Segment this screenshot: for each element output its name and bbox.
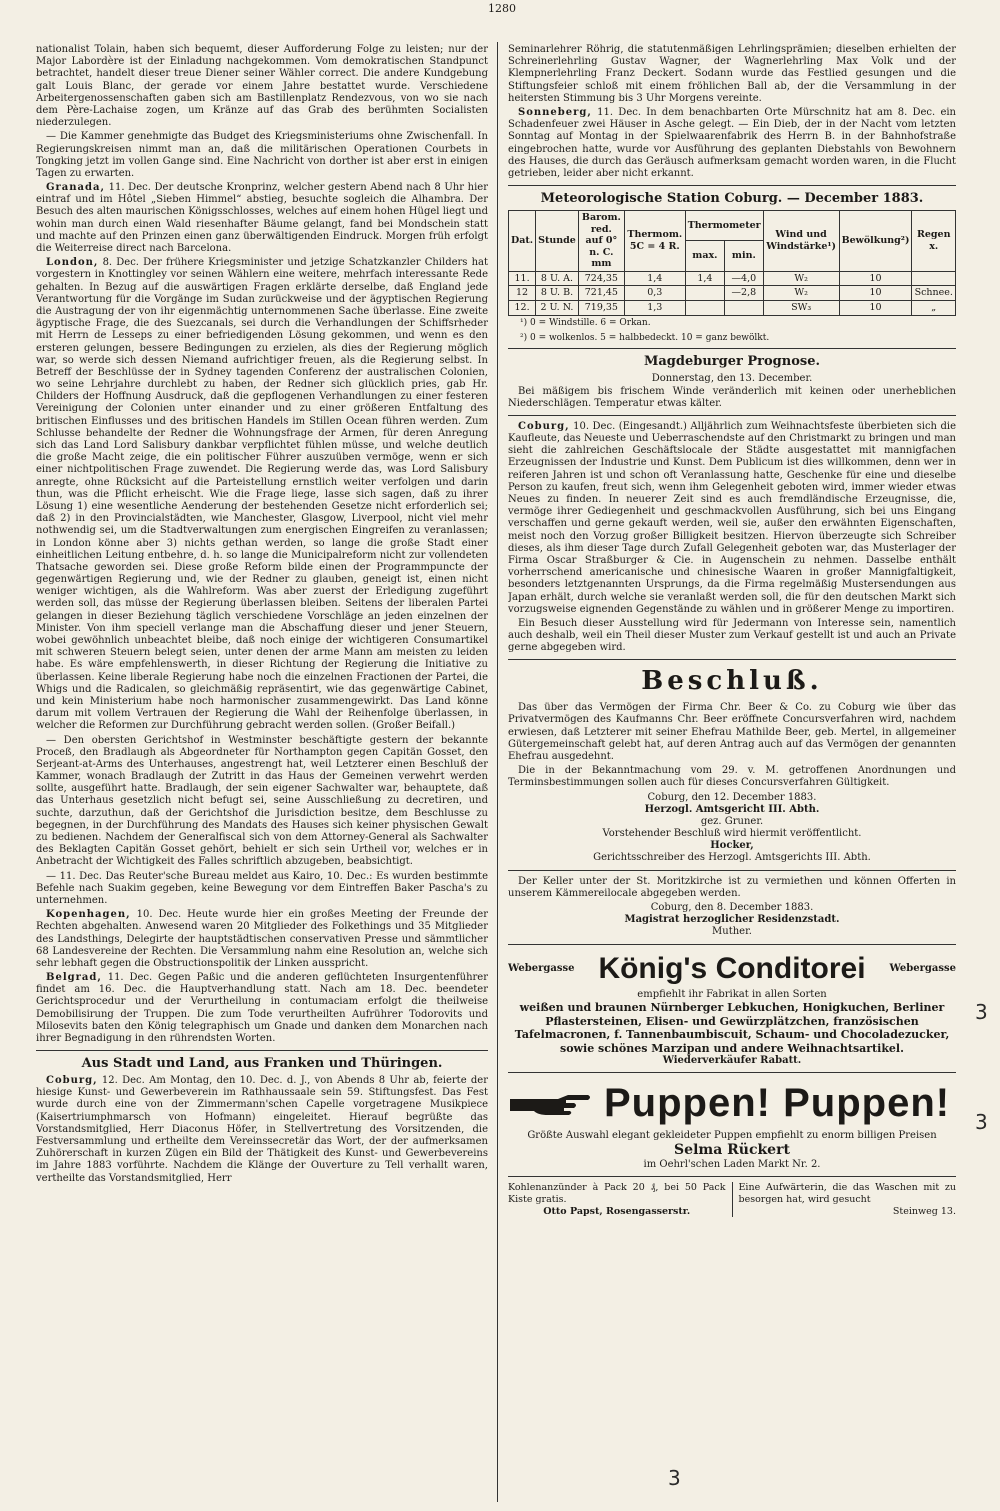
table-row <box>509 286 956 301</box>
konig-street-right: Webergasse <box>889 962 956 974</box>
aufwaerterin-text: Eine Aufwärterin, die das Waschen mit zu besorgen hat, wird gesucht <box>738 1182 956 1205</box>
dateline: Granada, <box>46 182 105 194</box>
reuter-report: — 11. Dec. Das Reuter'sche Bureau meldet aus Kairo, 10. Dec.: Es wurden bestimmte Befehle nach Suakim gegeben, keine Bewegung vor dem Eintreffen Baker Pascha's zu unternehmen. <box>36 870 488 906</box>
table-cell: 724,35 <box>578 271 624 286</box>
weather-footnote: ¹) 0 = Windstille. 6 = Orkan. <box>520 317 651 328</box>
table-cell: 0,3 <box>624 286 685 301</box>
puppen-address: im Oehrl'schen Laden Markt Nr. 2. <box>643 1159 821 1171</box>
column-header: Barom. red. auf 0° n. C. mm <box>578 210 624 271</box>
column-header: Dat. <box>509 210 536 271</box>
kopenhagen-report: Kopenhagen, 10. Dec. Heute wurde hier ein großes Meeting der Freunde der Rechten abgehalten. Anwesend waren 20 Mitglieder des Folkethings und 35 Mitglieder des Landsthings, Delegirte der hauptstädtischen conservativen Presse und sämmtlicher 68 Landesvereine der Rechten. Die Versammlung nahm eine Resolution an, welche sich sehr lebhaft gegen die Obstructionspolitik der Linken ausspricht. <box>36 909 488 969</box>
page-number: 1280 <box>488 2 516 15</box>
divider <box>508 944 956 945</box>
sonneberg-report: Sonneberg, 11. Dec. In dem benachbarten Orte Mürschnitz hat am 8. Dec. ein Schadenfeuer zwei Häuser in Asche gelegt. — Ein Dieb, der in der Nacht vom letzten Sonntag auf Montag in der Spielwaarenfabrik des Herrn B. in der Bahnhofstraße eingebrochen hatte, wurde vor Ausführung des geplanten Diebstahls von Bewohnern des Hauses, die durch das Geräusch aufmerksam gemacht worden waren, in die Flucht getrieben, leider aber nicht erkannt. <box>508 106 956 179</box>
column-rule <box>497 42 498 1502</box>
table-cell: W₂ <box>763 271 839 286</box>
beschluss-publication: Vorstehender Beschluß wird hiermit veröffentlicht. <box>602 828 862 840</box>
london-report: London, 8. Dec. Der frühere Kriegsminister und jetzige Schatzkanzler Childers hat vorgestern in Knottingley vor seinen Wählern eine weitere, mehrfach interessante Rede gehalten. In Bezug auf die auswärtigen Fragen erklärte derselbe, daß England jede Verantwortung für die Vorgänge im Sudan zurückweise und der ägyptischen Regierung die Austragung der von ihr eigenmächtig unternommenen Sache überlasse. Eine zweite ägyptische Frage, die des Suezcanals, sei durch die Verhandlungen der Schiffsrheder mit Herrn de Lesseps zu einer befriedigenden Lösung gekommen, und wenn es den ersteren gelungen, bessere Bedingungen zu erzielen, als dies der Regierung möglich war, so werde sich dessen Niemand aufrichtiger freuen, als die Regierung selbst. In Betreff der Beschlüsse der in Sydney tagenden Conferenz der australischen Colonien, wo seine Lehrjahre durchlebt zu haben, der Redner sich glücklich pries, gab Hr. Childers der Hoffnung Ausdruck, daß die gepflogenen Verhandlungen zu einer festeren Vereinigung der Colonien unter einander und zu einer größeren Entfaltung des britischen Einflusses und des britischen Handels im Stillen Ocean führen werden. Zum Schlusse behandelte der Redner die Wohnungsfrage der Armen, für deren Anregung sich das Land Lord Salisbury dankbar verpflichtet fühlen müsse, und welche deutlich die große Macht zeige, die ein politischer Führer auszuüben vermöge, wenn er sich einer nichtpolitischen Frage zuwendet. Die Regierung werde das, was Lord Salisbury anregte, ohne Rücksicht auf die Parteistellung ernstlich weiter verfolgen und darin thun, was die Pflicht erheischt. Wie die Frage liege, lasse sich sagen, daß zu ihrer Lösung 1) eine wesentliche Aenderung der bestehenden Gesetze nicht erforderlich sei; daß 2) in den Provincialstädten, wie Manchester, Glasgow, Liverpool, nicht viel mehr nothwendig sei, um die Stadtverwaltungen zum energischen Eingreifen zu veranlassen; in London könne aber 3) nichts gethan werden, so lange die große Stadt einer einheitlichen Leitung entbehre, d. h. so lange die Municipalreform nicht zur vollendeten Thatsache geworden sei. Diese große Reform bilde einen der Programmpuncte der gegenwärtigen Regierung und, wie der Redner zu glauben, geneigt ist, einen nicht weniger wichtigen, als die Wahlreform. Was aber zuerst der Erledigung zugeführt werden soll, das müsse der Regierung überlassen bleiben. Seitens der liberalen Partei gelangen in dieser Beziehung täglich verschiedene Vorschläge an jeden einzelnen der Minister. Von ihm speciell verlange man die Abschaffung dieser und jener Steuern, wobei gewöhnlich unbeachtet bleibe, daß noch einige der wichtigeren Consumartikel mit schweren Steuern belegt seien, unter denen der arme Mann am meisten zu leiden habe. Es wäre empfehlenswerth, in dieser Richtung der Regierung die Initiative zu überlassen. Keine liberale Regierung habe noch die einzelnen Fractionen der Partei, die Whigs und die Radicalen, so gleichmäßig repräsentirt, wie das gegenwärtige Cabinet, und kein Ministerium habe noch harmonischer zusammengewirkt. Das Land könne darum mit vollem Vertrauen der Regierung die Wahl der Reihenfolge überlassen, in welcher die Reformen zur Durchführung gebracht werden sollen. (Großer Beifall.) <box>36 257 488 732</box>
column-header: min. <box>725 241 764 271</box>
dateline: London, <box>46 257 99 269</box>
dateline: Sonneberg, <box>518 106 592 118</box>
table-cell: 10 <box>839 286 912 301</box>
keller-name: Muther. <box>712 926 752 938</box>
dateline: Kopenhagen, <box>46 909 131 921</box>
konig-items: weißen und braunen Nürnberger Lebkuchen, Honigkuchen, Berliner Pflastersteinen, Elisen- und Gewürzplätzchen, französischen Tafelmacronen, f. Tannenbaumbiscuit, Schaum- und Chocoladezucker, sowie schönes Marzipan und andere Weihnachtsartikel. <box>514 1001 950 1055</box>
puppen-ad-header <box>508 1079 956 1128</box>
coburg-continued: Seminarlehrer Röhrig, die statutenmäßigen Lehrlingsprämien; dieselben erhielten der Schreinerlehrling Gustav Wagner, der Wagnerlehrling Max Volk und der Klempnerlehrling Franz Deckert. Sodann wurde das Festlied gesungen und die Stiftungsfeier schloß mit einem fröhlichen Ball ab, der die Versammlung in der heitersten Stimmung bis 3 Uhr Morgens vereinte. <box>508 44 956 104</box>
divider <box>508 185 956 186</box>
column-group-header: Thermometer <box>685 210 763 240</box>
table-row <box>509 271 956 286</box>
beschluss-clerk-role: Gerichtsschreiber des Herzogl. Amtsgerichts III. Abth. <box>593 852 871 864</box>
keller-signature: Magistrat herzoglicher Residenzstadt. <box>624 914 840 926</box>
table-cell <box>725 300 764 315</box>
divider <box>508 870 956 871</box>
weather-footnote: ²) 0 = wolkenlos. 5 = halbbedeckt. 10 = ganz bewölkt. <box>520 332 770 343</box>
kammer-report: — Die Kammer genehmigte das Budget des Kriegsministeriums ohne Zwischenfall. In Regierungskreisen nimmt man an, daß die militärischen Operationen Courbets in Tongking jetzt im vollen Gange sind. Eine Nachricht von dorther ist aber erst in einigen Tagen zu erwarten. <box>36 131 488 179</box>
right-column <box>508 44 956 1506</box>
weather-table <box>508 210 956 316</box>
small-ads <box>508 1182 956 1217</box>
dateline: Belgrad, <box>46 972 102 984</box>
table-cell <box>685 300 724 315</box>
column-header: max. <box>685 241 724 271</box>
table-cell: —4,0 <box>725 271 764 286</box>
table-cell: 1,4 <box>624 271 685 286</box>
konig-footer: Wiederverkäufer Rabatt. <box>662 1054 802 1066</box>
column-header: Stunde <box>536 210 579 271</box>
column-header: Thermom. 5C = 4 R. <box>624 210 685 271</box>
forecast-date: Donnerstag, den 13. December. <box>651 373 813 385</box>
weather-title: Meteorologische Station Coburg. — December 1883. <box>540 191 924 207</box>
table-cell: 721,45 <box>578 286 624 301</box>
table-cell: Schnee. <box>912 286 956 301</box>
bradlaugh-report: — Den obersten Gerichtshof in Westminster beschäftigte gestern der bekannte Proceß, den Bradlaugh als Abgeordneter für Northampton gegen Capitän Gosset, den Serjeant-at-Arms des Unterhauses, angestrengt hat, weil Letzterer einen Beschluß der Kammer, wonach Bradlaugh der Zutritt in das Haus der Gemeinen verwehrt werden sollte, ausgeführt hatte. Bradlaugh, der sein eigener Sachwalter war, behauptete, daß das Unterhaus gesetzlich nicht befugt sei, seine Ausschließung zu decretiren, und suchte, darzuthun, daß der Gerichtshof die Jurisdiction besitze, dem Beschlusse zu begegnen, in der Durchführung des Mandats des Hauses sich keiner physischen Gewalt zu bedienen. Nachdem der Generalfiscal sich von dem Attorney-General als Sachwalter des Beklagten Capitän Gosset gehört, behielt er sich sein Urtheil vor, welches er in Anbetracht der Wichtigkeit des Falles schriftlich abzugeben, beabsichtigt. <box>36 734 488 868</box>
belgrad-report: Belgrad, 11. Dec. Gegen Paßic und die anderen geflüchteten Insurgentenführer findet am 16. Dec. die Hauptverhandlung statt. Nach am 18. Dec. beendeter Gerichtsprocedur und der Verurtheilung in contumaciam erfolgt die theilweise Demobilisirung der Truppen. Die zum Tode verurtheilten Aufrührer Todorovits und Milosevits baten den König telegraphisch um Gnade und danken dem Monarchen nach ihrer Begnadigung in den rührendsten Worten. <box>36 972 488 1044</box>
beschluss-text: Die in der Bekanntmachung vom 29. v. M. getroffenen Anordnungen und Terminsbestimmungen sollen auch für dieses Concursverfahren Gültigkeit. <box>508 765 956 789</box>
left-column <box>36 44 488 1506</box>
keller-notice: Der Keller unter der St. Moritzkirche ist zu vermiethen und können Offerten in unserem Kämmereilocale abgegeben werden. <box>508 875 956 899</box>
table-header-row <box>509 210 956 240</box>
table-cell: 10 <box>839 271 912 286</box>
column-header: Bewölkung²) <box>839 210 912 271</box>
table-cell: 719,35 <box>578 300 624 315</box>
table-cell: 1,4 <box>685 271 724 286</box>
coburg-eingesandt: Coburg, 10. Dec. (Eingesandt.) Alljährlich zum Weihnachtsfeste überbieten sich die Kaufleute, das Neueste und Ueberraschendste auf den Christmarkt zu bringen und man sieht die zahlreichen Geschäftslocale der Städte ausgestattet mit mannigfachen Erzeugnissen der Industrie und Kunst. Dem Publicum ist dies willkommen, denn wer in reiferen Jahren ist und schon oft Veranlassung hatte, Geschenke für eine und dieselbe Person zu kaufen, freut sich, wenn ihm Gelegenheit geboten wird, immer wieder etwas Neues zu finden. In neuerer Zeit sind es auch fremdländische Erzeugnisse, die, vermöge ihrer Gediegenheit und geschmackvollen Ausführung, sich bei uns Eingang verschaffen und gerne gekauft werden, weil sie, außer den erwähnten Eigenschaften, meist noch den Vorzug großer Billigkeit besitzen. Hiervon überzeugte sich Schreiber dieses, als ihm dieser Tage durch Zufall Gelegenheit geboten war, das Musterlager der Firma Oscar Straßburger & Cie. in Augenschein zu nehmen. Dasselbe enthält vorherrschend americanische und chinesische Waaren in großer Mannigfaltigkeit, besonders letztgenannten Ursprungs, da die Firma regelmäßig Mustersendungen aus Japan erhält, durch welche sie veranlaßt werden soll, die für den deutschen Markt sich vorzugsweise eignenden Gegenstände zu wählen und in größerer Menge zu importiren. <box>508 420 956 615</box>
table-cell: 8 U. A. <box>536 271 579 286</box>
beschluss-court: Herzogl. Amtsgericht III. Abth. <box>644 803 820 815</box>
forecast-title: Magdeburger Prognose. <box>643 354 820 370</box>
beschluss-date: Coburg, den 12. December 1883. <box>647 791 817 803</box>
weather-table-body <box>509 271 956 315</box>
coburg-eingesandt-b: Ein Besuch dieser Ausstellung wird für Jedermann von Interesse sein, namentlich auch deshalb, weil ein Theil dieser Muster zum Verkauf gestellt ist und auch an Private gerne abgegeben wird. <box>508 617 956 654</box>
divider <box>508 659 956 660</box>
margin-mark: 3 <box>975 1110 988 1134</box>
table-cell <box>685 286 724 301</box>
margin-mark: 3 <box>975 1000 988 1024</box>
divider <box>508 348 956 349</box>
dateline: Coburg, <box>46 1075 98 1087</box>
konig-ad-header <box>508 951 956 988</box>
column-header: Wind und Windstärke¹) <box>763 210 839 271</box>
divider <box>508 1072 956 1073</box>
table-cell: 12 <box>509 286 536 301</box>
margin-mark: 3 <box>668 1466 681 1490</box>
konig-street-left: Webergasse <box>508 962 575 974</box>
section-title: Aus Stadt und Land, aus Franken und Thüringen. <box>81 1056 443 1072</box>
table-cell: SW₃ <box>763 300 839 315</box>
keller-date: Coburg, den 8. December 1883. <box>650 902 814 913</box>
table-row <box>509 300 956 315</box>
puppen-name: Selma Rückert <box>674 1142 790 1159</box>
konig-title: König's Conditorei <box>598 951 866 985</box>
table-cell <box>912 271 956 286</box>
table-cell: 1,3 <box>624 300 685 315</box>
divider <box>508 415 956 416</box>
beschluss-clerk: Hocker, <box>710 840 754 852</box>
table-cell: 2 U. N. <box>536 300 579 315</box>
granada-report: Granada, 11. Dec. Der deutsche Kronprinz, welcher gestern Abend nach 8 Uhr hier eintraf und im Hôtel „Sieben Himmel“ abstieg, besuchte sogleich die Alhambra. Der Besuch des alten maurischen Königsschlosses, welches auf einem hohen Hügel liegt und wohin man durch einen Wald riesenhafter Bäume gelangt, fand bei Mondschein statt und machte auf den Prinzen einen ganz überwältigenden Eindruck. Morgen früh erfolgt die Weiterreise direct nach Barcelona. <box>36 182 488 254</box>
konig-intro: empfiehlt ihr Fabrikat in allen Sorten <box>637 989 827 1001</box>
column-header: Regen x. <box>912 210 956 271</box>
table-cell: 11. <box>509 271 536 286</box>
puppen-title: Puppen! Puppen! <box>604 1081 951 1126</box>
beschluss-text: Das über das Vermögen der Firma Chr. Beer & Co. zu Coburg wie über das Privatvermögen des Kaufmanns Chr. Beer eröffnete Concursverfahren wird, nachdem erwiesen, daß Letzterer mit seiner Ehefrau Mathilde Beer, geb. Mertel, in allgemeiner Gütergemeinschaft gelebt hat, auf deren Antrag auch auf das Vermögen der genannten Ehefrau ausgedehnt. <box>508 702 956 762</box>
divider <box>508 1176 956 1177</box>
table-cell: 8 U. B. <box>536 286 579 301</box>
aufwaerterin-address: Steinweg 13. <box>892 1205 956 1217</box>
paris-continued: nationalist Tolain, haben sich bequemt, dieser Aufforderung Folge zu leisten; nur der Major Labordère ist der Einladung nachgekommen. Vom demokratischen Standpunct betrachtet, handelt dieser treue Diener seiner Wähler correct. Die andere Kundgebung galt Louis Blanc, der gerade vor einem Jahre bestattet wurde. Verschiedene Arbeitergenossenschaften gaben sich am Bastillenplatz Rendezvous, von wo sie nach dem Père-Lachaise zogen, um Kränze auf das Grab des berühmten Socialisten niederzulegen. <box>36 44 488 129</box>
table-cell: W₂ <box>763 286 839 301</box>
table-cell: —2,8 <box>725 286 764 301</box>
table-cell: 12. <box>509 300 536 315</box>
coburg-report: Coburg, 12. Dec. Am Montag, den 10. Dec. d. J., von Abends 8 Uhr ab, feierte der hiesige Kunst- und Gewerbeverein im Rathhaussaale sein 59. Stiftungsfest. Das Fest wurde durch eine von der Zimmermann'schen Capelle vorgetragene Musikpiece (Kaisertriumphmarsch von Hofmann) eingeleitet. Hierauf begrüßte das Vorstandsmitglied, Herr Diaconus Höfer, in Stellvertretung des Vorsitzenden, die Festversammlung und ertheilte dem Vereinssecretär das Wort, der der aufmerksamen Zuhörerschaft in kurzen Zügen ein Bild der Thätigkeit des Kunst- und Gewerbevereins im Jahre 1883 vorführte. Nachdem die Klänge der Ouverture zu Tell verhallt waren, vertheilte das Vorstandsmitglied, Herr <box>36 1075 488 1184</box>
puppen-text: Größte Auswahl elegant gekleideter Puppen empfiehlt zu enorm billigen Preisen <box>527 1129 937 1141</box>
beschluss-title: Beschluß. <box>641 666 823 697</box>
dateline: Coburg, <box>518 420 570 432</box>
kohlen-text: Kohlenanzünder à Pack 20 ₰, bei 50 Pack Kiste gratis. <box>508 1182 726 1205</box>
aufwaerterin-ad <box>732 1182 957 1217</box>
beschluss-signature: gez. Gruner. <box>700 815 764 827</box>
divider <box>36 1050 488 1051</box>
kohlen-ad <box>508 1182 726 1217</box>
table-cell: 10 <box>839 300 912 315</box>
forecast-text: Bei mäßigem bis frischem Winde veränderlich mit keinen oder unerheblichen Niederschlägen. Temperatur etwas kälter. <box>508 385 956 409</box>
pointing-hand-icon <box>508 1089 592 1119</box>
kohlen-name: Otto Papst, Rosengasserstr. <box>543 1205 691 1217</box>
table-cell: „ <box>912 300 956 315</box>
